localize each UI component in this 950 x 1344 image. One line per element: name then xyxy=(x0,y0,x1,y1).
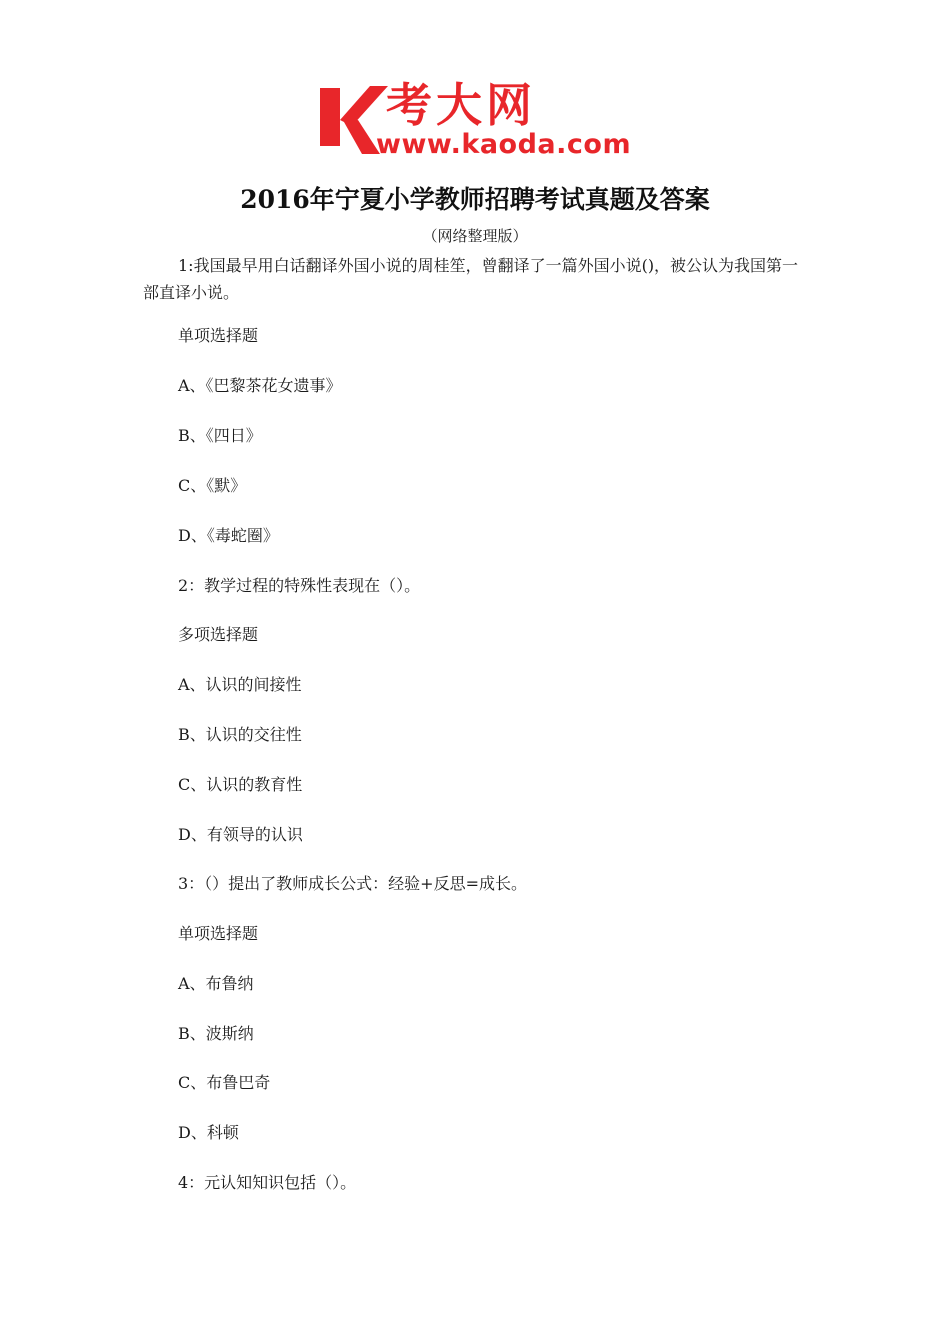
question-1-option-a: A、《巴黎茶花女遗事》 xyxy=(178,376,342,395)
question-1-option-d: D、《毒蛇圈》 xyxy=(178,526,279,545)
question-3-option-c: C、布鲁巴奇 xyxy=(178,1073,271,1092)
logo-url-text: www.kaoda.com xyxy=(376,129,632,160)
question-2-option-b: B、认识的交往性 xyxy=(178,725,302,744)
document-title: 2016年宁夏小学教师招聘考试真题及答案 xyxy=(240,185,710,214)
question-1-option-b: B、《四日》 xyxy=(178,426,262,445)
question-1-option-c: C、《默》 xyxy=(178,476,247,495)
question-4-text: 4：元认知知识包括（）。 xyxy=(178,1173,357,1192)
question-3-option-d: D、科顿 xyxy=(178,1123,239,1142)
question-3-option-a: A、布鲁纳 xyxy=(178,974,254,993)
question-2-option-a: A、认识的间接性 xyxy=(178,675,302,694)
kaoda-logo xyxy=(318,80,638,160)
question-2-option-c: C、认识的教育性 xyxy=(178,775,303,794)
question-1-type: 单项选择题 xyxy=(178,326,259,345)
question-3-text: 3：（）提出了教师成长公式：经验+反思=成长。 xyxy=(178,874,527,893)
logo-brand-text: 考大网 xyxy=(386,78,536,132)
document-subtitle: （网络整理版） xyxy=(422,227,528,245)
question-2-text: 2：教学过程的特殊性表现在（）。 xyxy=(178,576,421,595)
question-3-option-b: B、波斯纳 xyxy=(178,1024,254,1043)
question-3-type: 单项选择题 xyxy=(178,924,259,943)
question-2-option-d: D、有领导的认识 xyxy=(178,825,303,844)
question-2-type: 多项选择题 xyxy=(178,625,259,644)
question-1-text: 1:我国最早用白话翻译外国小说的周桂笙，曾翻译了一篇外国小说()，被公认为我国第一部直译小说。 xyxy=(143,256,799,302)
